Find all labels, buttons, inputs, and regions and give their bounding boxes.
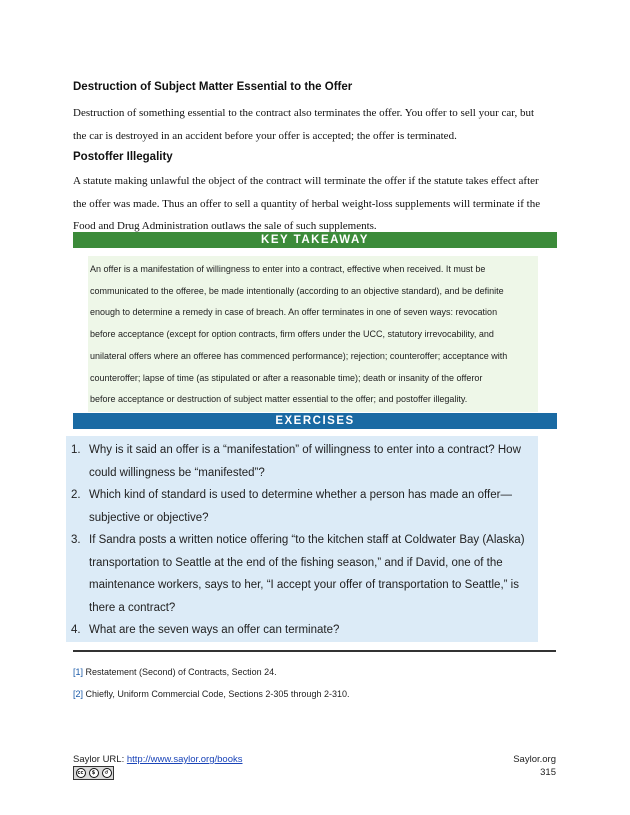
takeaway-line: An offer is a manifestation of willingness to enter into a contract, effective when received. It must be xyxy=(90,264,486,274)
key-takeaway-box xyxy=(88,256,538,412)
share-alike-icon: ↺ xyxy=(102,768,112,778)
paragraph-line: Food and Drug Administration outlaws the sale of such supplements. xyxy=(73,220,377,232)
noncommercial-icon: $ xyxy=(89,768,99,778)
footnote-2 xyxy=(73,689,349,699)
exercise-number: 1. xyxy=(71,444,81,456)
footnote-ref-link[interactable]: [1] xyxy=(73,667,84,677)
exercises-box xyxy=(66,436,538,642)
exercise-line: subjective or objective? xyxy=(89,511,209,524)
exercise-line: there a contract? xyxy=(89,601,176,614)
exercise-line: could willingness be “manifested”? xyxy=(89,466,265,479)
exercises-list xyxy=(66,439,536,642)
footer-url xyxy=(73,754,243,765)
exercise-line: What are the seven ways an offer can terminate? xyxy=(89,624,340,636)
creative-commons-license-icon[interactable] xyxy=(73,766,114,780)
exercise-item xyxy=(66,619,536,642)
section-heading-postoffer-illegality: Postoffer Illegality xyxy=(73,151,173,163)
exercise-number: 3. xyxy=(71,534,81,546)
saylor-books-link[interactable]: http://www.saylor.org/books xyxy=(126,754,243,765)
section-paragraph-destruction xyxy=(73,102,563,147)
exercise-line: If Sandra posts a written notice offering “to the kitchen staff at Coldwater Bay (Alaska) xyxy=(89,534,525,546)
section-heading-destruction: Destruction of Subject Matter Essential to the Offer xyxy=(73,81,353,93)
footnote-text: Chiefly, Uniform Commercial Code, Sections 2-305 through 2-310. xyxy=(83,689,350,699)
key-takeaway-banner: KEY TAKEAWAY xyxy=(73,232,557,248)
cc-icon: cc xyxy=(76,768,86,778)
takeaway-line: communicated to the offeree, be made intentionally (according to an objective standard), and be definite xyxy=(90,285,504,296)
page-number: 315 xyxy=(540,767,556,778)
paragraph-line: A statute making unlawful the object of the contract will terminate the offer if the statute takes effect after xyxy=(73,175,539,187)
footnote-text: Restatement (Second) of Contracts, Section 24. xyxy=(83,667,277,677)
takeaway-line: before acceptance (except for option contracts, firm offers under the UCC, statutory irrevocability, and xyxy=(90,329,494,340)
paragraph-line: the car is destroyed in an accident before your offer is accepted; the offer is terminated. xyxy=(73,129,457,142)
takeaway-line: enough to determine a remedy in case of breach. An offer terminates in one of seven ways: revocation xyxy=(90,307,498,318)
takeaway-line: unilateral offers where an offeree has commenced performance); rejection; counteroffer; acceptance with xyxy=(90,350,508,361)
exercise-line: maintenance workers, says to her, “I accept your offer of transportation to Seattle,” is xyxy=(89,579,519,591)
exercise-item xyxy=(66,484,536,529)
exercise-line: Why is it said an offer is a “manifestation” of willingness to enter into a contract? How xyxy=(89,444,521,456)
key-takeaway-text xyxy=(90,259,536,411)
exercise-line: transportation to Seattle at the end of the fishing season,” and if David, one of the xyxy=(89,556,503,569)
exercise-line: Which kind of standard is used to determine whether a person has made an offer— xyxy=(89,489,512,501)
paragraph-line: the offer was made. Thus an offer to sell a quantity of herbal weight-loss supplements will terminate if the xyxy=(73,197,541,210)
takeaway-line: before acceptance or destruction of subject matter essential to the offer; and postoffer illegality. xyxy=(90,394,468,405)
exercise-number: 2. xyxy=(71,489,81,501)
exercise-item xyxy=(66,529,536,619)
exercise-number: 4. xyxy=(71,624,81,636)
exercises-banner: EXERCISES xyxy=(73,413,557,429)
paragraph-line: Destruction of something essential to the contract also terminates the offer. You offer to sell your car, but xyxy=(73,107,535,119)
footer-site: Saylor.org xyxy=(513,754,556,765)
footnote-ref-link[interactable]: [2] xyxy=(73,689,84,699)
exercise-item xyxy=(66,439,536,484)
takeaway-line: counteroffer; lapse of time (as stipulated or after a reasonable time); death or insanity of the offeror xyxy=(90,372,483,383)
footnote-divider xyxy=(73,650,556,652)
footer-url-label: Saylor URL: xyxy=(73,754,127,765)
section-paragraph-illegality xyxy=(73,170,563,238)
footnote-1 xyxy=(73,667,277,677)
